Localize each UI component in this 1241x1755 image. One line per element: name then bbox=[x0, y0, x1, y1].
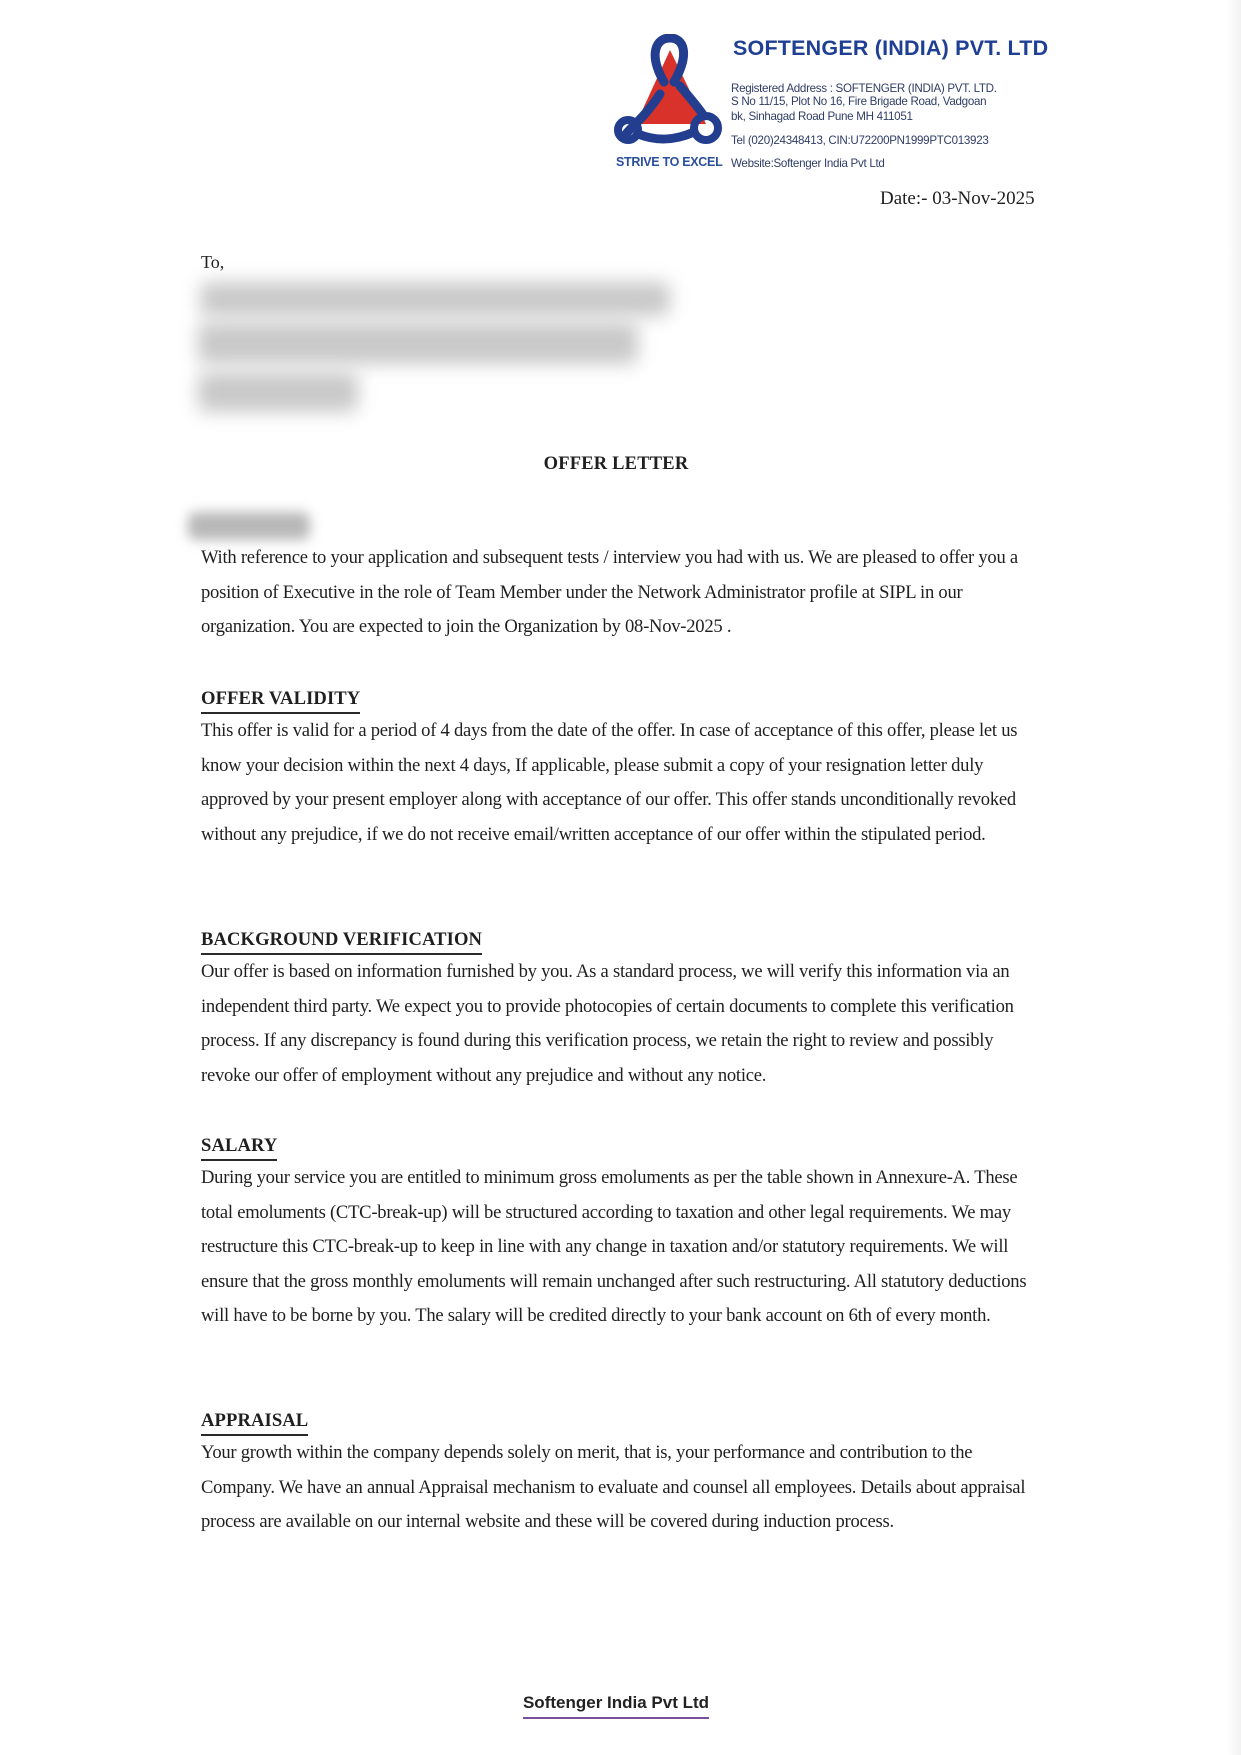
recipient-salutation: To, bbox=[201, 252, 225, 272]
section-heading-salary: SALARY bbox=[201, 1135, 277, 1161]
company-name: SOFTENGER (INDIA) PVT. LTD bbox=[733, 36, 1049, 60]
letter-date: Date:- 03-Nov-2025 bbox=[880, 188, 1035, 209]
salary-paragraph: During your service you are entitled to minimum gross emoluments as per the table shown in Annexure-A. These total emoluments (CTC-break-up) will be structured according to taxation and other legal requirements. We may restructure this CTC-break-up to keep in line with any change in taxation and/or statutory requirements. We will ensure that the gross monthly emoluments will remain unchanged after such restructuring. All statutory deductions will have to be borne by you. The salary will be credited directly to your bank account on 6th of every month. bbox=[201, 1167, 1027, 1327]
redacted-greeting bbox=[188, 512, 310, 540]
address-line: bk, Sinhagad Road Pune MH 411051 bbox=[731, 110, 913, 123]
phone-cin-line: Tel (020)24348413, CIN:U72200PN1999PTC013923 bbox=[731, 134, 989, 147]
company-logo bbox=[612, 34, 728, 152]
redacted-recipient-address bbox=[198, 322, 638, 364]
website-line: Website:Softenger India Pvt Ltd bbox=[731, 157, 885, 170]
background-verification-paragraph: Our offer is based on information furnished by you. As a standard process, we will verify this information via an independent third party. We expect you to provide photocopies of certain documents to complete this verification process. If any discrepancy is found during this verification process, we retain the right to review and possibly revoke our offer of employment without any prejudice and without any notice. bbox=[201, 961, 1014, 1086]
offer-validity-paragraph: This offer is valid for a period of 4 days from the date of the offer. In case of acceptance of this offer, please let us know your decision within the next 4 days, If applicable, please submit a copy of your resignation letter duly approved by your present employer along with acceptance of our offer. This offer stands unconditionally revoked without any prejudice, if we do not receive email/written acceptance of our offer within the stipulated period. bbox=[201, 720, 1018, 845]
page-edge-shadow bbox=[1227, 0, 1241, 1755]
redacted-recipient-address bbox=[198, 372, 358, 412]
footer-company-name: Softenger India Pvt Ltd bbox=[523, 1693, 709, 1719]
letter-title: OFFER LETTER bbox=[543, 454, 689, 474]
redacted-recipient-name bbox=[200, 282, 670, 316]
section-heading-background-verification: BACKGROUND VERIFICATION bbox=[201, 929, 482, 955]
address-line: S No 11/15, Plot No 16, Fire Brigade Road, Vadgoan bbox=[731, 95, 987, 108]
address-line: Registered Address : SOFTENGER (INDIA) PVT. LTD. bbox=[731, 82, 997, 95]
company-tagline: STRIVE TO EXCEL bbox=[616, 155, 723, 169]
appraisal-paragraph: Your growth within the company depends solely on merit, that is, your performance and contribution to the Company. We have an annual Appraisal mechanism to evaluate and counsel all employees. Details about appraisal process are available on our internal website and these will be covered during induction process. bbox=[201, 1442, 1026, 1533]
intro-paragraph: With reference to your application and subsequent tests / interview you had with us. We are pleased to offer you a position of Executive in the role of Team Member under the Network Administrator profile at SIPL in our organization. You are expected to join the Organization by 08-Nov-2025 . bbox=[201, 547, 1018, 638]
footer bbox=[0, 1693, 1232, 1719]
section-heading-appraisal: APPRAISAL bbox=[201, 1410, 308, 1436]
section-heading-offer-validity: OFFER VALIDITY bbox=[201, 688, 360, 714]
logo-triangle-icon bbox=[612, 34, 728, 152]
